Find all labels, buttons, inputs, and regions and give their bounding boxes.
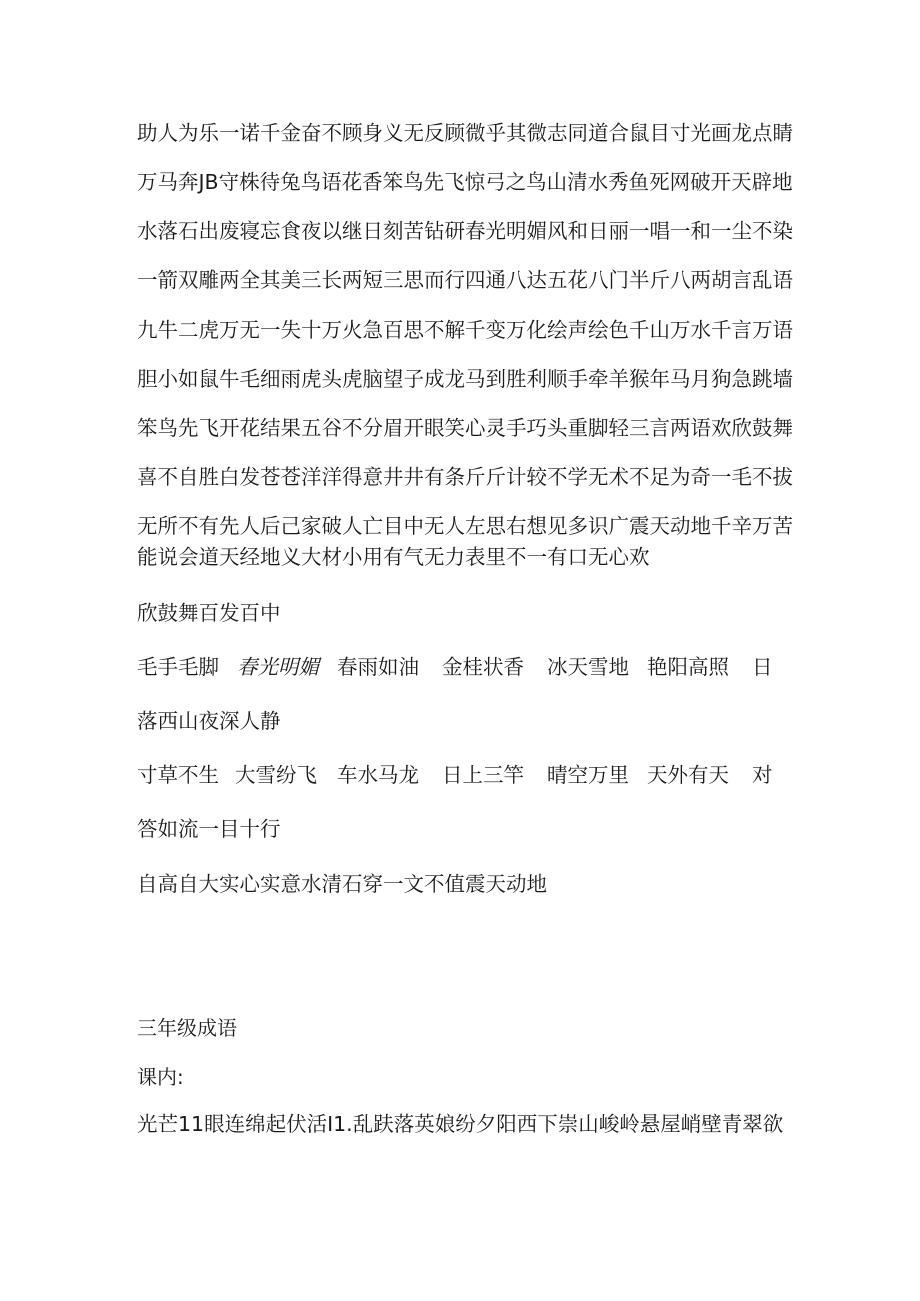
idiom-item: 车水马龙 [337,763,419,787]
idiom-item: 天外有天 [647,763,729,787]
idiom-item: 大雪纷飞 [235,763,317,787]
idiom-item: 金桂状香 [442,655,524,679]
section-subheading: 课内: [137,1065,184,1089]
idiom-item: 毛手毛脚 [137,655,219,679]
idiom-item: 日上三竿 [442,763,524,787]
idiom-line-7: 笨鸟先飞开花结果五谷不分眉开眼笑心灵手巧头重脚轻三言两语欢欣鼓舞 [137,416,793,440]
idiom-line-9: 无所不有先人后己家破人亡目中无人左思右想见多识广震天动地千辛万苦 [137,514,793,538]
idiom-item: 艳阳高照 [647,655,729,679]
idiom-line-8: 喜不自胜白发苍苍洋洋得意井井有条斤斤计较不学无术不足为奇一毛不拔 [137,465,793,489]
idiom-line-2: 万马奔JB守株待兔鸟语花香笨鸟先飞惊弓之鸟山清水秀鱼死网破开天辟地 [137,170,793,194]
idiom-line-3: 水落石出废寝忘食夜以继日刻苦钻研春光明媚风和日丽一唱一和一尘不染 [137,219,793,243]
idiom-row-1-continuation: 落西山夜深人静 [137,709,281,733]
idiom-line-4: 一箭双雕两全其美三长两短三思而行四通八达五花八门半斤八两胡言乱语 [137,268,793,292]
idiom-line-5: 九牛二虎万无一失十万火急百思不解千变万化绘声绘色千山万水千言万语 [137,318,793,342]
grade3-idiom-line: 光芒11眼连绵起伏活I1.乱趺落英娘纷夕阳西下崇山峻岭悬屋峭壁青翠欲 [137,1112,784,1136]
idiom-line-10: 能说会道天经地义大材小用有气无力表里不一有口无心欢 [137,545,650,569]
idiom-item: 对 [752,763,773,787]
idiom-item: 冰天雪地 [547,655,629,679]
idiom-row-3: 自高自大实心实意水清石穿一文不值震天动地 [137,872,547,896]
idiom-item: 寸草不生 [137,763,219,787]
idiom-line-1: 助人为乐一诺千金奋不顾身义无反顾微乎其微志同道合鼠目寸光画龙点睛 [137,121,793,145]
idiom-item: 日 [752,655,773,679]
idiom-row-1 [137,652,837,682]
section-heading: 三年级成语 [137,1016,237,1040]
idiom-row-2-continuation: 答如流一目十行 [137,817,281,841]
idiom-line-after: 欣鼓舞百发百中 [137,601,281,625]
idiom-line-6: 胆小如鼠牛毛细雨虎头虎脑望子成龙马到胜利顺手牵羊猴年马月狗急跳墙 [137,367,793,391]
idiom-item-italic: 春光明媚 [237,655,319,679]
idiom-item: 晴空万里 [547,763,629,787]
idiom-row-2 [137,760,837,790]
idiom-item: 春雨如油 [337,655,419,679]
